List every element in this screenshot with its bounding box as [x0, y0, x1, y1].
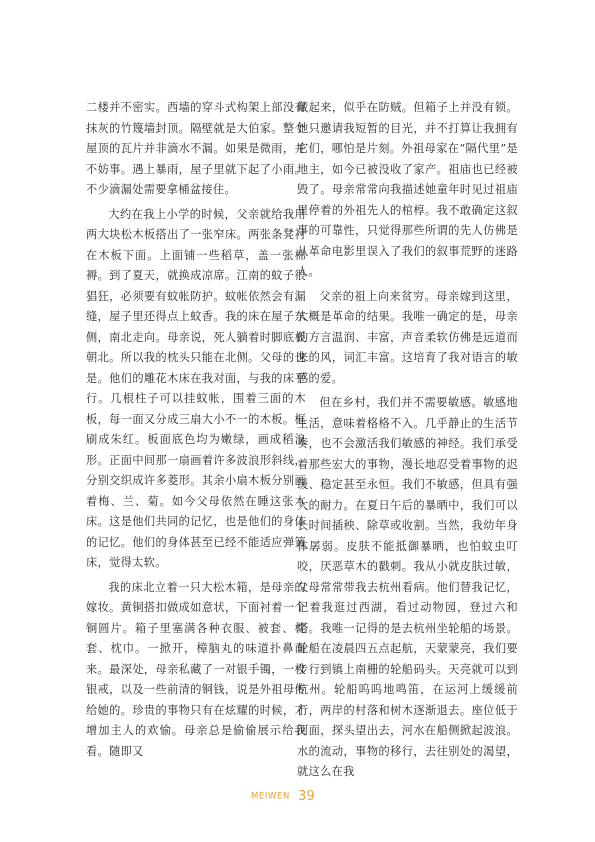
magazine-brand: MEIWEN — [251, 791, 290, 802]
paragraph: 我的床北立着一只大松木箱，是母亲的嫁妆。黄铜搭扣做成如意状，下面衬着一个铜圆片。箱子里塞满各种衣服、被套、枕套、枕巾。一掀开，樟脑丸的味道扑鼻而来。最深处，母亲私藏了一对银手镯，一枚银戒，以及一些前清的铜钱，说是外祖母传给她的。珍贵的事物只有在炫耀的时候，才增加主人的欢愉。母亲总是偷偷展示给我看。随即又 — [86, 580, 306, 758]
paragraph: 大约在我上小学的时候，父亲就给我用两大块松木板搭出了一张窄床。两张条凳衬在木板下面。上面铺一些稻草，盖一张棉褥。到了夏天，就换成凉席。江南的蚊子很猖狂，必须要有蚊帐防护。蚊帐依然会有漏缝，屋子里还得点上蚊香。我的床在屋子东侧，南北走向。母亲说，死人躺着时脚底板朝北。所以我的枕头只能在北侧。父母的也是。他们的雕花木床在我对面，与我的床平行。几根柱子可以挂蚊帐，围着三面的木板，每一面又分成三扇大小不一的木板。框刷成朱红。板面底色均为嫩绿，画成稻浪形。正面中间那一扇画着许多波浪形斜线，分别交织成许多菱形。其余小扇木板分别画着梅、兰、菊。如今父母依然在睡这张木床。这是他们共同的记忆，也是他们的身体的记忆。他们的身体甚至已经不能适应弹簧床，觉得太软。 — [86, 207, 306, 569]
paragraph: 但在乡村，我们并不需要敏感。敏感地生活，意味着格格不入。几乎静止的生活节奏，也不会激活我们敏感的神经。我们承受着那些宏大的事物，漫长地忍受着事物的迟缓、稳定甚至永恒。我们不敏感，但具有强大的耐力。在夏日午后的暴晒中，我们可以长时间插秧、除草或收割。当然，我幼年身体孱弱。皮肤不能抵御暴晒，也怕蚊虫叮咬，厌恶草木的戳刺。我从小就皮肤过敏，父母常常带我去杭州看病。他们替我记忆，记着我逛过西湖，看过动物园，登过六和塔。我唯一记得的是去杭州坐轮船的场景。轮船在凌晨四五点起航，天蒙蒙亮，我们要步行到镇上南栅的轮船码头。天亮就可以到杭州。轮船呜呜地鸣笛，在运河上缓缓前行，两岸的村落和树木逐渐退去。座位低于河面，探头望出去，河水在船侧掀起波浪。水的流动，事物的移行，去往别处的渴望，就这么在我 — [297, 396, 518, 778]
page-number: 39 — [298, 789, 315, 804]
paragraph: 二楼并不密实。西墙的穿斗式构架上部没有抹灰的竹篾墙封顶。隔壁就是大伯家。整个屋顶的瓦片并非滴水不漏。如果是微雨，并不妨事。遇上暴雨，屋子里就下起了小雨。不少滴漏处需要拿桶盆接住。 — [86, 101, 306, 196]
left-text-column — [86, 98, 306, 766]
paragraph: 藏起来，似乎在防贼。但箱子上并没有锁。她只邀请我短暂的目光，并不打算让我拥有它们，哪怕是片刻。外祖母家在“隔代里”是地主，如今已被没收了家产。祖庙也已经被毁了。母亲常常向我描述她童年时见过祖庙里停着的外祖先人的棺椁。我不敢确定这叙事的可靠性，只觉得那些所谓的先人仿佛是从革命电影里误入了我们的叙事荒野的迷路人。 — [297, 101, 518, 278]
paragraph: 父亲的祖上向来贫穷。母亲嫁到这里，大概是革命的结果。我唯一确定的是，母亲的方言温润、丰富，声音柔软仿佛是远道而来的风，词汇丰富。这培育了我对语言的敏感的爱。 — [297, 289, 518, 385]
page-footer — [251, 786, 315, 805]
right-text-column — [297, 98, 518, 787]
